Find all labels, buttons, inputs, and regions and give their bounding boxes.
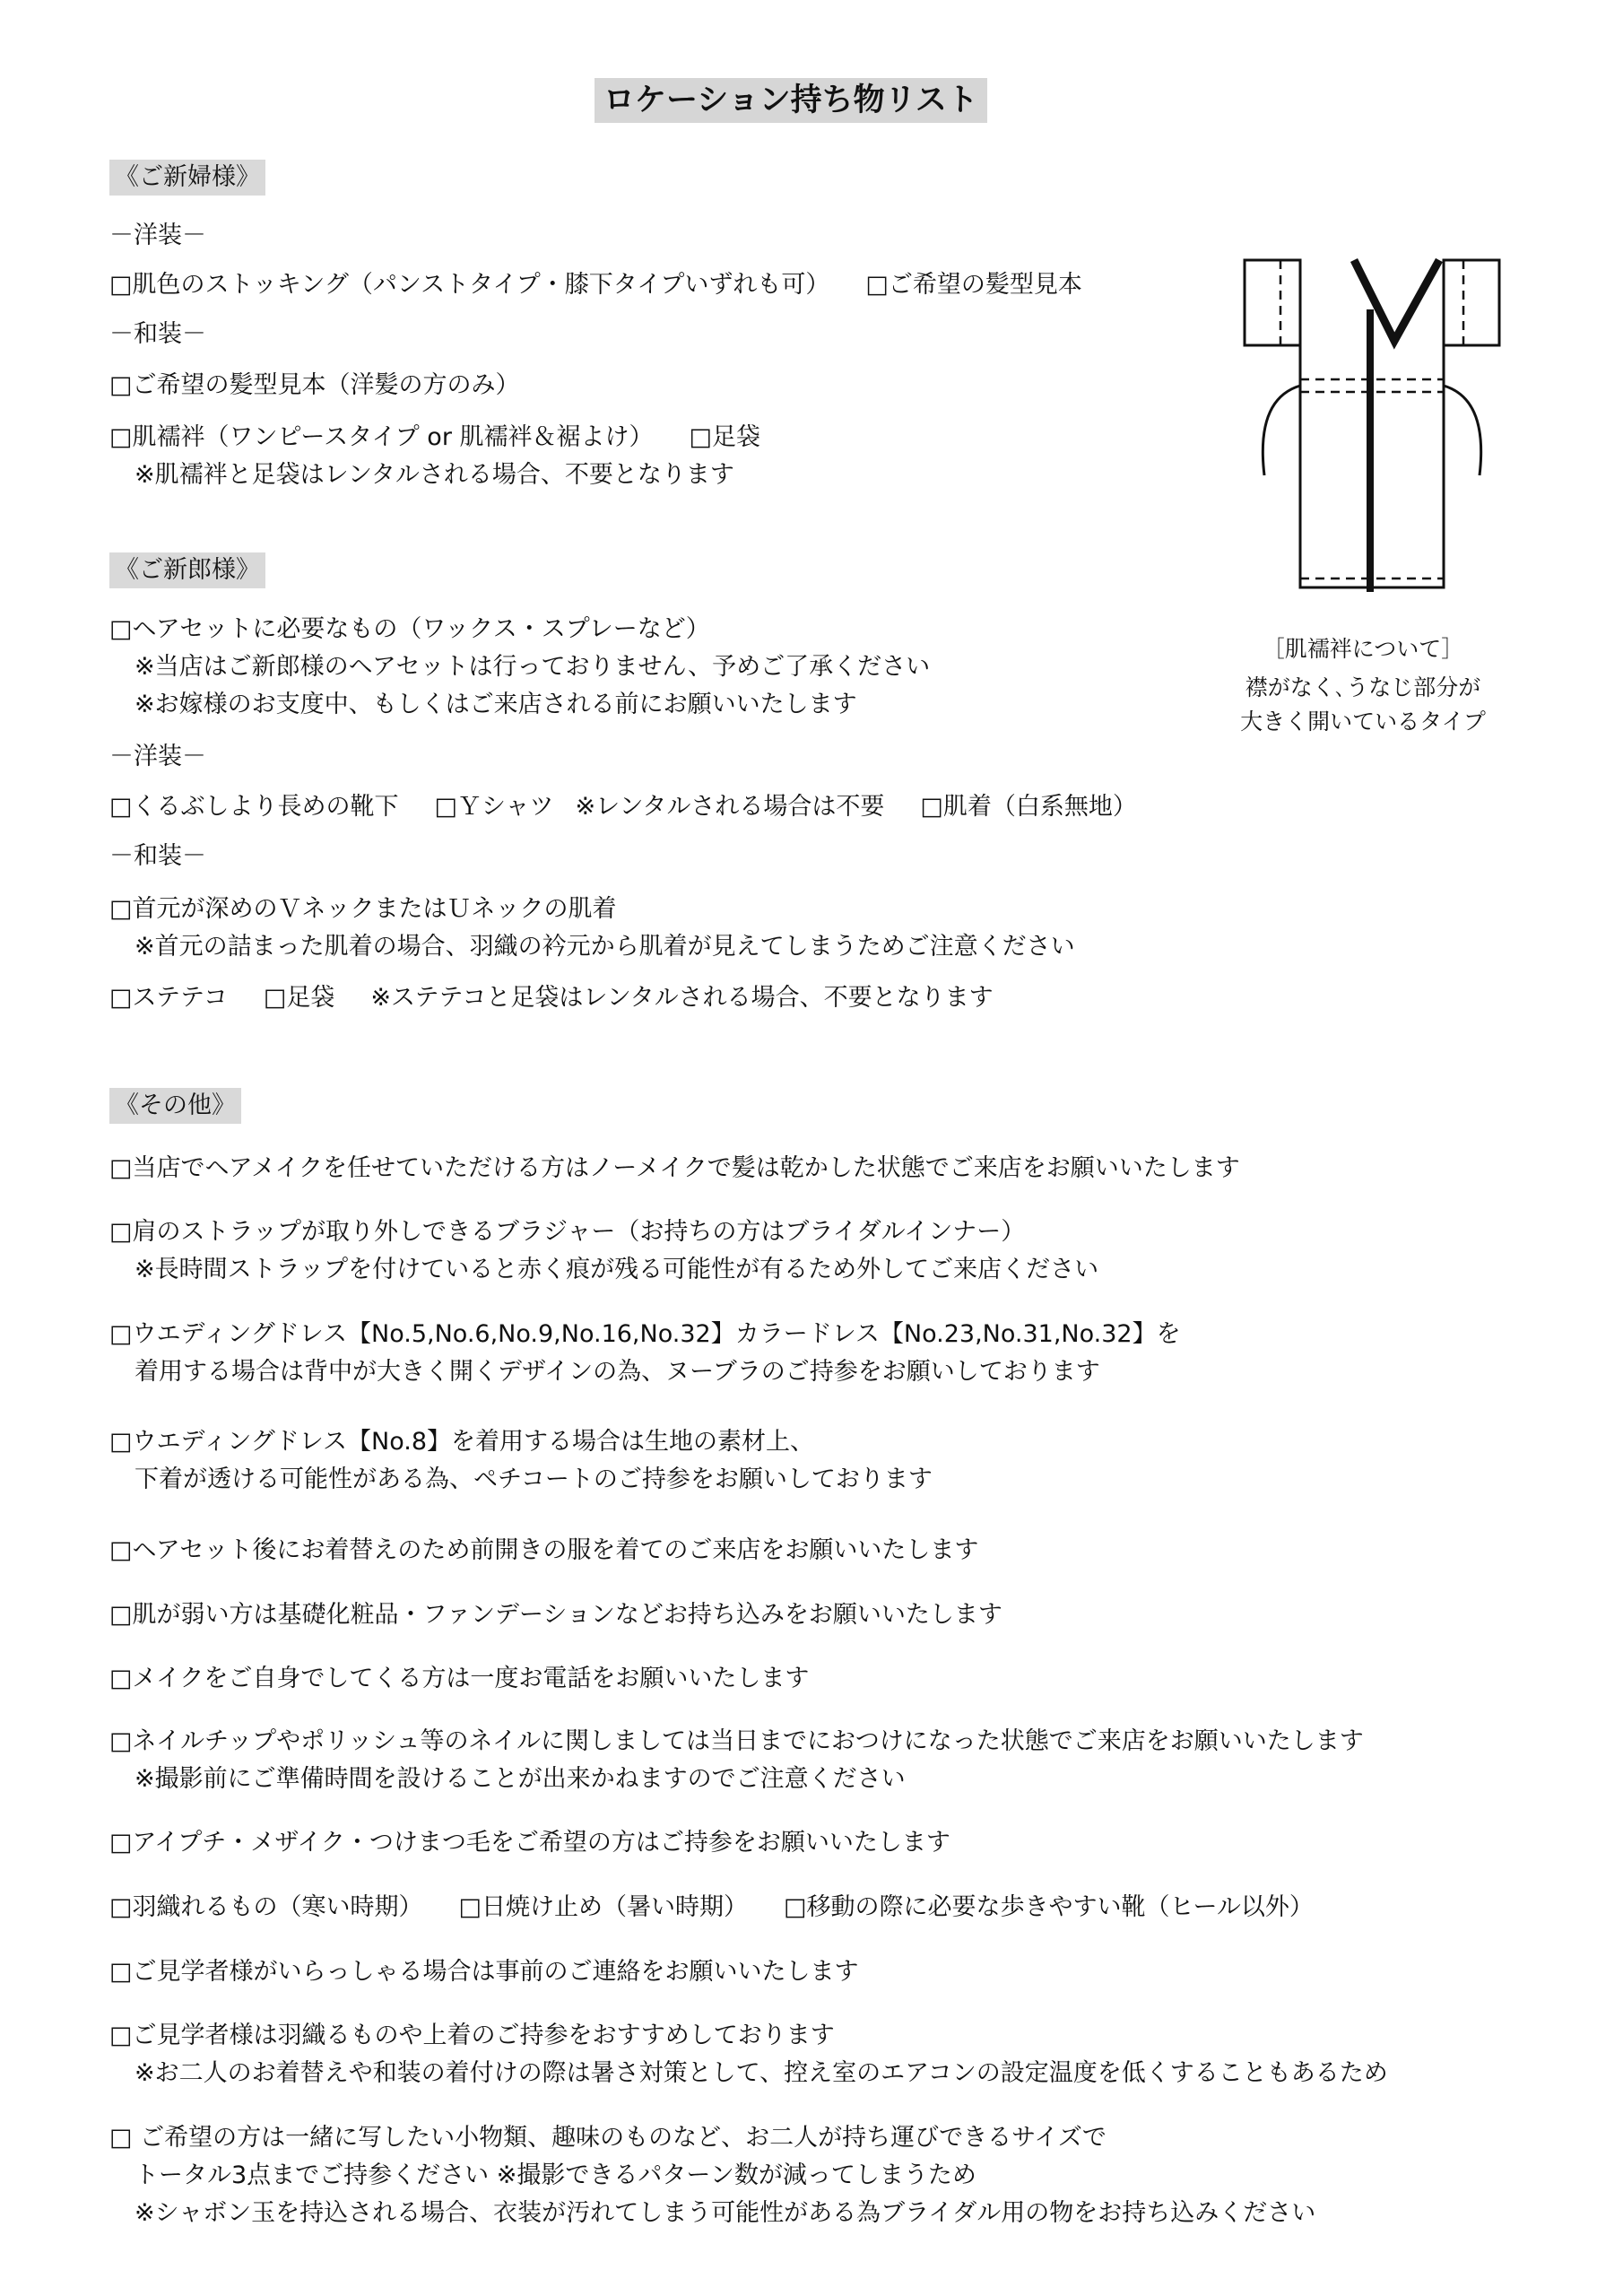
groom-heading: 《ご新郎様》	[109, 552, 265, 588]
figure-caption-line: 襟がなく､うなじ部分が	[1245, 674, 1481, 700]
list-item: □ヘアセット後にお着替えのため前開きの服を着てのご来店をお願いいたします	[109, 1536, 979, 1564]
left-tie	[1263, 386, 1300, 475]
note-text: ※お二人のお着替えや和装の着付けの際は暑さ対策として、控え室のエアコンの設定温度を低くすることもあるため	[135, 2059, 1388, 2087]
note-text: ※レンタルされる場合は不要	[575, 793, 885, 821]
note-text: ※シャボン玉を持込される場合、衣装が汚れてしまう可能性がある為ブライダル用の物をお持ち込みください	[135, 2199, 1316, 2227]
list-item: □首元が深めのＶネックまたはＵネックの肌着	[109, 895, 617, 923]
list-item-continued: 着用する場合は背中が大きく開くデザインの為、ヌーブラのご持参をお願いしております	[135, 1358, 1100, 1386]
figure-caption-title: ［肌襦袢について］	[1262, 636, 1464, 662]
list-item: □ステテコ	[109, 984, 228, 1012]
figure-caption-line: 大きく開いているタイプ	[1240, 709, 1486, 735]
bride-japanese-items	[109, 420, 760, 456]
list-item: □ご希望の髪型見本	[865, 271, 1082, 299]
note-text: ※当店はご新郎様のヘアセットは行っておりません、予めご了承ください	[135, 653, 931, 681]
other-heading: 《その他》	[109, 1088, 241, 1124]
bride-heading: 《ご新婦様》	[109, 160, 265, 196]
list-item: □くるぶしより長めの靴下	[109, 793, 399, 821]
hadajuban-illustration	[1237, 247, 1506, 605]
list-item: □当店でヘアメイクを任せていただける方はノーメイクで髪は乾かした状態でご来店をお願いいたします	[109, 1154, 1240, 1182]
list-item: □羽織れるもの（寒い時期）	[109, 1893, 423, 1921]
groom-western-items	[109, 789, 1137, 825]
left-sleeve	[1245, 260, 1300, 345]
list-item: □ご見学者様がいらっしゃる場合は事前のご連絡をお願いいたします	[109, 1958, 859, 1986]
list-item: □メイクをご自身でしてくる方は一度お電話をお願いいたします	[109, 1665, 810, 1692]
bride-western-label: －洋装－	[109, 222, 206, 249]
groom-western-label: －洋装－	[109, 743, 206, 770]
list-item: □ウエディングドレス【No.8】を着用する場合は生地の素材上、	[109, 1428, 815, 1456]
note-text: ※首元の詰まった肌着の場合、羽織の衿元から肌着が見えてしまうためご注意ください	[135, 933, 1075, 961]
list-item: □肌襦袢（ワンピースタイプ or 肌襦袢＆裾よけ）	[109, 423, 654, 451]
list-item: □ご見学者様は羽織るものや上着のご持参をおすすめしております	[109, 2022, 835, 2049]
list-item: □移動の際に必要な歩きやすい靴（ヒール以外）	[784, 1893, 1314, 1921]
note-text: ※撮影前にご準備時間を設けることが出来かねますのでご注意ください	[135, 1765, 906, 1793]
note-text: ※ステテコと足袋はレンタルされる場合、不要となります	[370, 984, 994, 1012]
list-item: □肌が弱い方は基礎化粧品・ファンデーションなどお持ち込みをお願いいたします	[109, 1601, 1002, 1629]
list-item: □ネイルチップやポリッシュ等のネイルに関しましては当日までにおつけになった状態でご来店をお願いいたします	[109, 1727, 1364, 1755]
note-text: ※肌襦袢と足袋はレンタルされる場合、不要となります	[135, 461, 734, 489]
groom-japanese-items	[109, 980, 994, 1016]
right-sleeve	[1444, 260, 1499, 345]
list-item: □ウエディングドレス【No.5,No.6,No.9,No.16,No.32】カラードレス【No.23,No.31,No.32】を	[109, 1320, 1181, 1348]
list-item: □Ｙシャツ	[434, 793, 554, 821]
list-item: □日焼け止め（暑い時期）	[458, 1893, 749, 1921]
list-item: □足袋	[689, 423, 761, 451]
right-tie	[1444, 386, 1481, 475]
list-item: □ヘアセットに必要なもの（ワックス・スプレーなど）	[109, 615, 710, 643]
list-item-continued: トータル3点までご持参ください ※撮影できるパターン数が減ってしまうため	[135, 2161, 976, 2189]
page-title: ロケーション持ち物リスト	[595, 78, 987, 123]
bride-western-items	[109, 267, 1082, 303]
note-text: ※お嫁様のお支度中、もしくはご来店される前にお願いいたします	[135, 691, 857, 718]
list-item: □肌着（白系無地）	[920, 793, 1137, 821]
list-item: □ ご希望の方は一緒に写したい小物類、趣味のものなど、お二人が持ち運びできるサイズで	[109, 2124, 1107, 2152]
bride-japanese-label: －和装－	[109, 320, 206, 348]
list-item: □肩のストラップが取り外しできるブラジャー（お持ちの方はブライダルインナー）	[109, 1218, 1026, 1246]
other-seasonal-items	[109, 1890, 1314, 1926]
note-text: ※長時間ストラップを付けていると赤く痕が残る可能性が有るため外してご来店ください	[135, 1256, 1099, 1283]
list-item: □ご希望の髪型見本（洋髪の方のみ）	[109, 371, 520, 399]
list-item: □アイプチ・メザイク・つけまつ毛をご希望の方はご持参をお願いいたします	[109, 1829, 950, 1857]
list-item: □足袋	[263, 984, 335, 1012]
list-item-continued: 下着が透ける可能性がある為、ペチコートのご持参をお願いしております	[135, 1465, 933, 1493]
list-item: □肌色のストッキング（パンストタイプ・膝下タイプいずれも可）	[109, 271, 830, 299]
groom-japanese-label: －和装－	[109, 842, 206, 870]
